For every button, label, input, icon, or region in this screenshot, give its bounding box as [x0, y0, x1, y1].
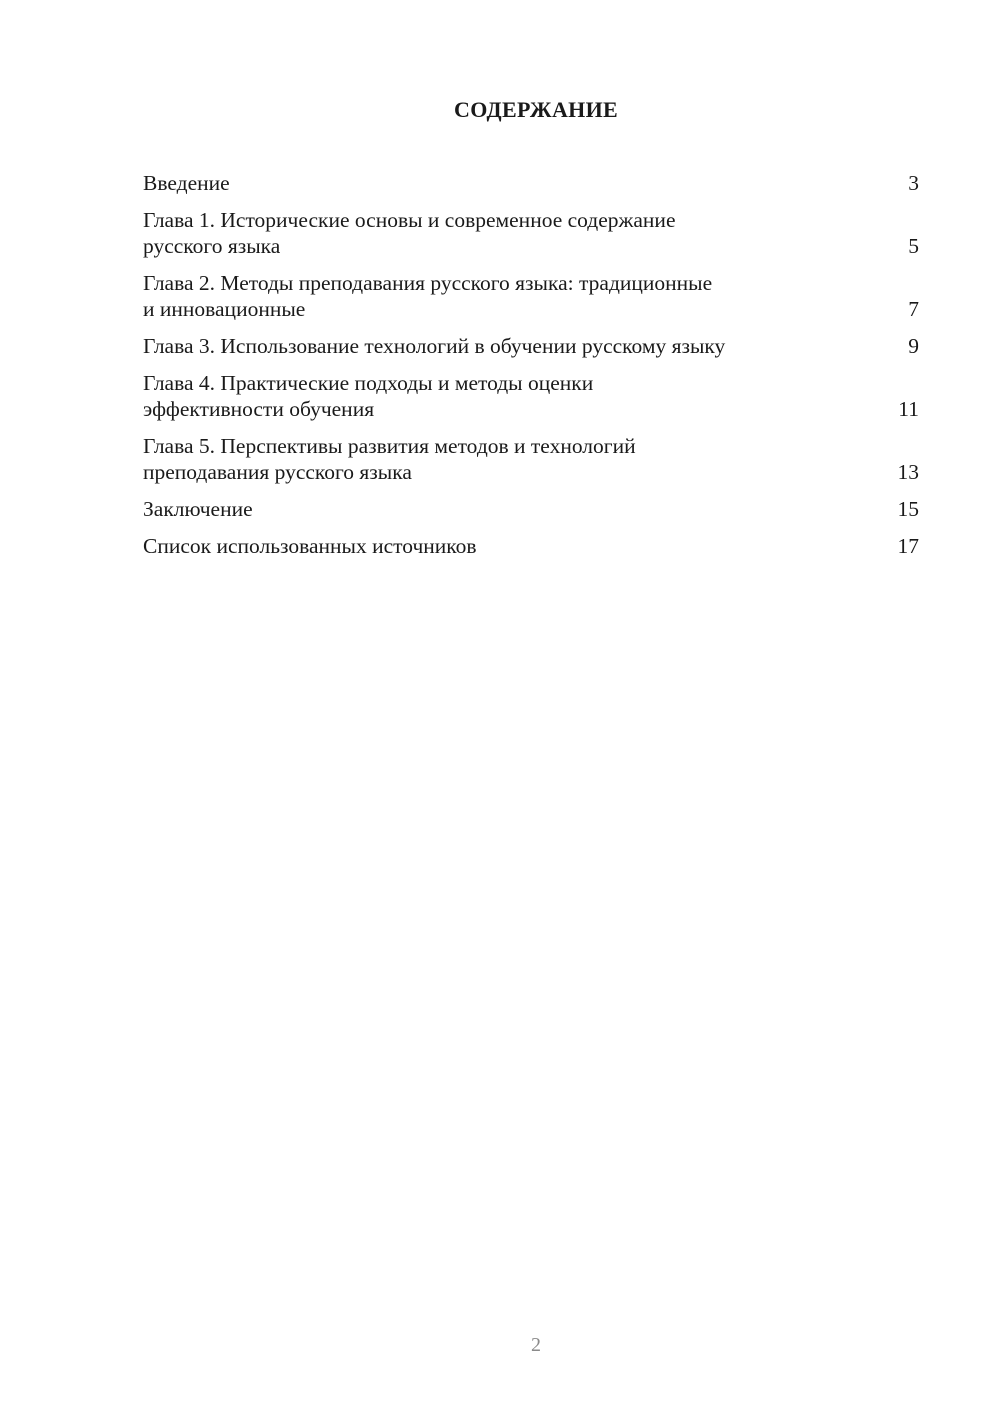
toc-entry-page: 9: [908, 334, 919, 358]
toc-entry-title: Глава 3. Использование технологий в обучении русскому языку: [143, 334, 726, 358]
toc-entry-chapter-3[interactable]: [143, 333, 919, 359]
toc-entry-title: Глава 5. Перспективы развития методов и технологий преподавания русского языка: [143, 434, 636, 484]
toc-entry-page: 17: [897, 534, 919, 558]
toc-entry-chapter-1[interactable]: [143, 207, 919, 259]
toc-entry-title: Глава 4. Практические подходы и методы оценки эффективности обучения: [143, 371, 594, 421]
toc-entry-conclusion[interactable]: [143, 496, 919, 522]
toc-entry-page: 15: [897, 497, 919, 521]
toc-entry-page: 5: [908, 234, 919, 258]
toc-entry-chapter-2[interactable]: [143, 270, 919, 322]
toc-entry-page: 13: [897, 460, 919, 484]
page-number: 2: [531, 1334, 541, 1356]
toc-entry-chapter-4[interactable]: [143, 370, 919, 422]
toc-entry-introduction[interactable]: [143, 170, 919, 196]
toc-entry-title: Список использованных источников: [143, 534, 477, 558]
toc-entry-page: 3: [908, 171, 919, 195]
toc-entry-title: Глава 2. Методы преподавания русского языка: традиционные и инновационные: [143, 271, 713, 321]
toc-entry-page: 7: [908, 297, 919, 321]
table-of-contents: [143, 170, 919, 570]
toc-entry-references[interactable]: [143, 533, 919, 559]
page-title: СОДЕРЖАНИЕ: [454, 97, 618, 122]
toc-entry-title: Заключение: [143, 497, 253, 521]
toc-entry-title: Глава 1. Исторические основы и современное содержание русского языка: [143, 208, 676, 258]
toc-entry-title: Введение: [143, 171, 230, 195]
toc-entry-chapter-5[interactable]: [143, 433, 919, 485]
toc-entry-page: 11: [898, 397, 919, 421]
